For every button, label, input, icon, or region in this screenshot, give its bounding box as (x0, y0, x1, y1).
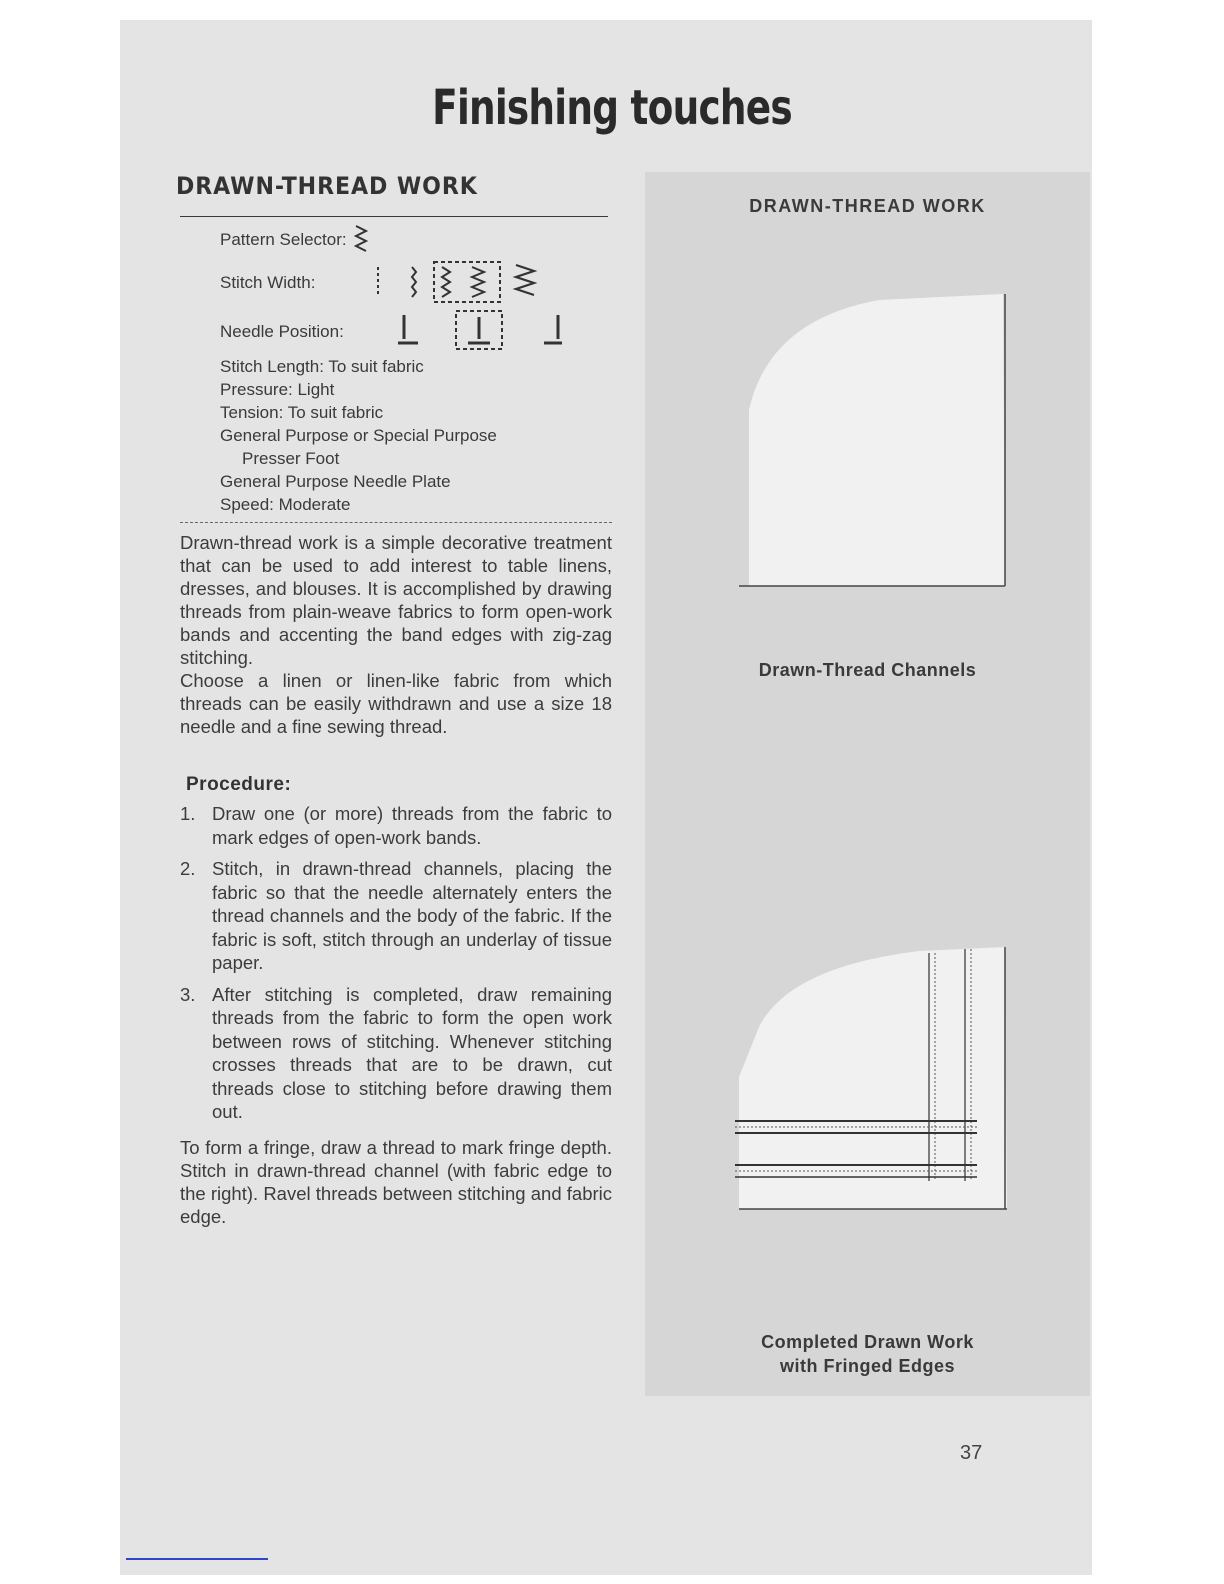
left-column (176, 172, 612, 1246)
setting-stitch-length: Stitch Length: To suit fabric (220, 357, 424, 376)
pattern-selector-row (220, 221, 612, 257)
zigzag-pattern-icon (353, 224, 369, 254)
page-number: 37 (960, 1442, 983, 1464)
intro-paragraph-1: Drawn-thread work is a simple decorative treatment that can be used to add interest to table linens, dresses, and blouses. It is accomplished by drawing threads from plain-weave fabrics to form open-work bands and accenting the band edges with zig-zag stitching. (180, 532, 612, 668)
caption-channels: Drawn-Thread Channels (758, 660, 977, 680)
procedure-step: 3. After stitching is completed, draw remaining threads from the fabric to form the open work between rows of stitching. Whenever stitching crosses threads that are to be drawn, cut threads close to stitching before drawing them out. (180, 983, 612, 1122)
procedure-step: 1. Draw one (or more) threads from the fabric to mark edges of open-work bands. (180, 803, 612, 848)
stitch-width-row (220, 257, 612, 307)
heading-rule (180, 216, 608, 217)
caption-completed-line-2: with Fringed Edges (779, 1356, 955, 1376)
setting-pressure: Pressure: Light (220, 380, 335, 399)
stitch-width-label: Stitch Width: (220, 272, 316, 292)
completed-drawn-work-illustration (729, 947, 1019, 1217)
needle-left-icon (398, 315, 418, 343)
pattern-selector-label: Pattern Selector: (220, 229, 347, 249)
drawn-thread-channels-illustration (729, 290, 1009, 590)
stitch-width-icons (374, 259, 554, 305)
section-heading: DRAWN-THREAD WORK (176, 172, 478, 200)
setting-presser-foot: General Purpose or Special Purpose (220, 426, 497, 445)
needle-position-icons (396, 309, 576, 353)
needle-right-icon (544, 315, 562, 343)
setting-tension: Tension: To suit fabric (220, 403, 384, 422)
procedure-heading: Procedure: (186, 774, 292, 795)
needle-position-label: Needle Position: (220, 321, 344, 341)
panel-heading: DRAWN-THREAD WORK (749, 196, 986, 216)
procedure-step: 2. Stitch, in drawn-thread channels, placing the fabric so that the needle alternately enters the thread channels and the body of the fabric. If the fabric is soft, stitch through an underlay of tissue paper. (180, 858, 612, 973)
illustration-panel (645, 172, 1090, 1396)
fringe-paragraph: To form a fringe, draw a thread to mark fringe depth. Stitch in drawn-thread channel (with fabric edge to the right). Ravel threads between stitching and fabric edge. (180, 1136, 612, 1227)
setting-needle-plate: General Purpose Needle Plate (220, 472, 451, 491)
machine-settings (220, 221, 612, 516)
page-title: Finishing touches (432, 80, 792, 136)
needle-center-icon (468, 317, 490, 343)
footer-line (126, 1558, 268, 1560)
settings-rule (180, 522, 612, 523)
caption-completed (645, 1330, 1090, 1378)
caption-completed-line-1: Completed Drawn Work (761, 1332, 974, 1352)
setting-presser-foot-cont: Presser Foot (242, 449, 340, 468)
setting-speed: Speed: Moderate (220, 495, 351, 514)
procedure-steps (180, 802, 612, 1124)
intro-paragraph-2: Choose a linen or linen-like fabric from which threads can be easily withdrawn and use a size 18 needle and a fine sewing thread. (180, 670, 612, 737)
needle-position-row (220, 307, 612, 355)
